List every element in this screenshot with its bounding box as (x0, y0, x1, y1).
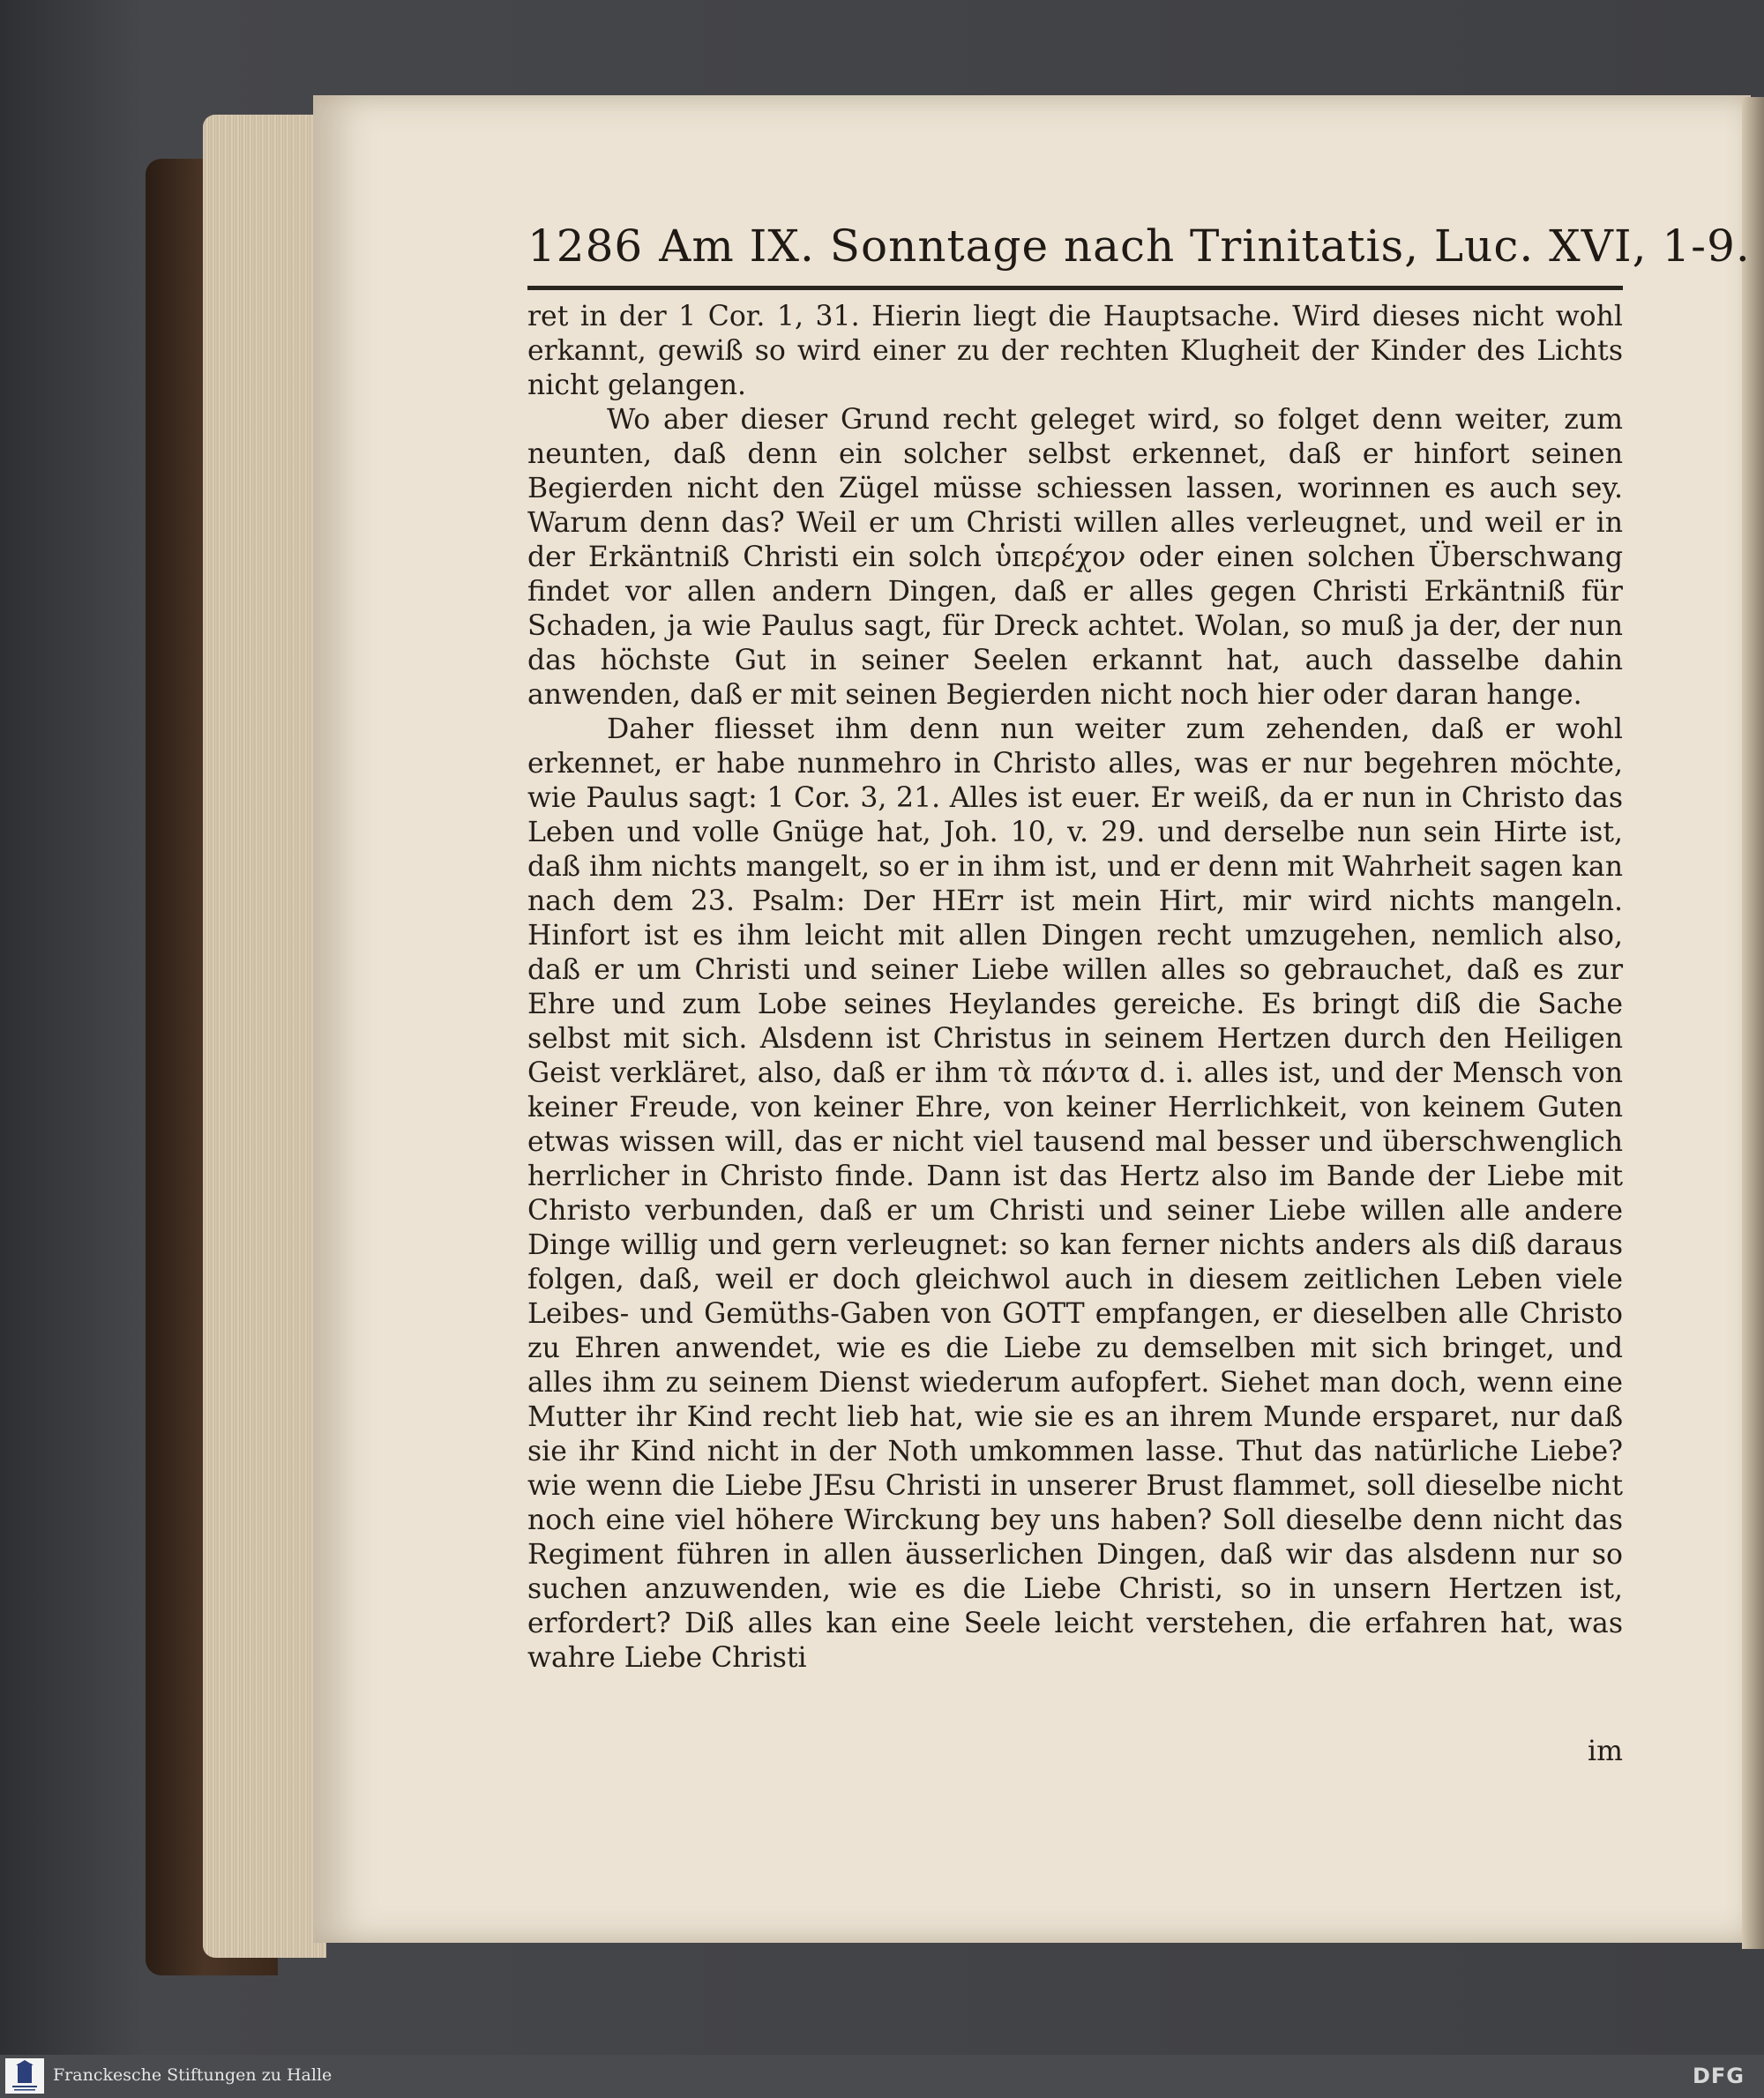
institution-logo-icon (5, 2058, 44, 2094)
dfg-badge: DFG (1692, 2064, 1745, 2088)
paragraph: ret in der 1 Cor. 1, 31. Hierin liegt die Hauptsache. Wird dieses nicht wohl erkannt, gewiß so wird einer zu der rechten Klugheit der Kinder des Lichts nicht gelangen. (527, 301, 1623, 401)
page-right-edge (1742, 97, 1764, 1949)
body-text (527, 300, 1623, 1676)
paragraph: Wo aber dieser Grund recht geleget wird, so folget denn weiter, zum neunten, daß denn ein solcher selbst erkennet, daß er hinfort seinen Begierden nicht den Zügel müsse schiessen lassen, worinnen es auch sey. Warum denn das? Weil er um Christi willen alles verleugnet, und weil er in der Erkäntniß Christi ein solch ὑπερέχον oder einen solchen Überschwang findet vor allen andern Dingen, daß er alles gegen Christi Erkäntniß für Schaden, ja wie Paulus sagt, für Dreck achtet. Wolan, so muß ja der, der nun das höchste Gut in seiner Seelen erkannt hat, auch dasselbe dahin anwenden, daß er mit seinen Begierden nicht noch hier oder daran hange. (527, 404, 1623, 711)
header-rule (527, 286, 1623, 290)
page-edges (203, 115, 326, 1958)
running-head (527, 220, 1751, 282)
page-number: 1286 (527, 220, 644, 272)
viewer-footer (0, 2055, 1764, 2098)
catchword: im (1588, 1736, 1623, 1767)
running-title: Am IX. Sonntage nach Trinitatis, Luc. XVI, 1-9. (659, 220, 1751, 272)
paragraph: Daher fliesset ihm denn nun weiter zum zehenden, daß er wohl erkennet, er habe nunmehro in Christo alles, was er nur begehren möchte, wie Paulus sagt: 1 Cor. 3, 21. Alles ist euer. Er weiß, da er nun in Christo das Leben und volle Gnüge hat, Joh. 10, v. 29. und derselbe nun sein Hirte ist, daß ihm nichts mangelt, so er in ihm ist, und er denn mit Wahrheit sagen kan nach dem 23. Psalm: Der HErr ist mein Hirt, mir wird nichts mangeln. Hinfort ist es ihm leicht mit allen Dingen recht umzugehen, nemlich also, daß er um Christi und seiner Liebe willen alles so gebrauchet, daß es zur Ehre und zum Lobe seines Heylandes gereiche. Es bringt diß die Sache selbst mit sich. Alsdenn ist Christus in seinem Hertzen durch den Heiligen Geist verkläret, also, daß er ihm τὰ πάντα d. i. alles ist, und der Mensch von keiner Freude, von keiner Ehre, von keiner Herrlichkeit, von keinem Guten etwas wissen will, das er nicht viel tausend mal besser und überschwenglich herrlicher in Christo finde. Dann ist das Hertz also im Bande der Liebe mit Christo verbunden, daß er um Christi und seiner Liebe willen alle andere Dinge willig und gern verleugnet: so kan ferner nichts anders als diß daraus folgen, daß, weil er doch gleichwol auch in diesem zeitlichen Leben viele Leibes- und Gemüths-Gaben von GOTT empfangen, er dieselben alle Christo zu Ehren anwendet, wie es die Liebe zu demselben mit sich bringet, und alles ihm zu seinem Dienst wiederum aufopfert. Siehet man doch, wenn eine Mutter ihr Kind recht lieb hat, wie sie es an ihrem Munde ersparet, nur daß sie ihr Kind nicht in der Noth umkommen lasse. Thut das natürliche Liebe? wie wenn die Liebe JEsu Christi in unserer Brust flammet, soll dieselbe nicht noch eine viel höhere Wirckung bey uns haben? Soll dieselbe denn nicht das Regiment führen in allen äusserlichen Dingen, daß wir das alsdenn nur so suchen anzuwenden, wie es die Liebe Christi, so in unsern Hertzen ist, erfordert? Diß alles kan eine Seele leicht verstehen, die erfahren hat, was wahre Liebe Christi (527, 713, 1623, 1674)
institution-name: Franckesche Stiftungen zu Halle (53, 2065, 333, 2085)
